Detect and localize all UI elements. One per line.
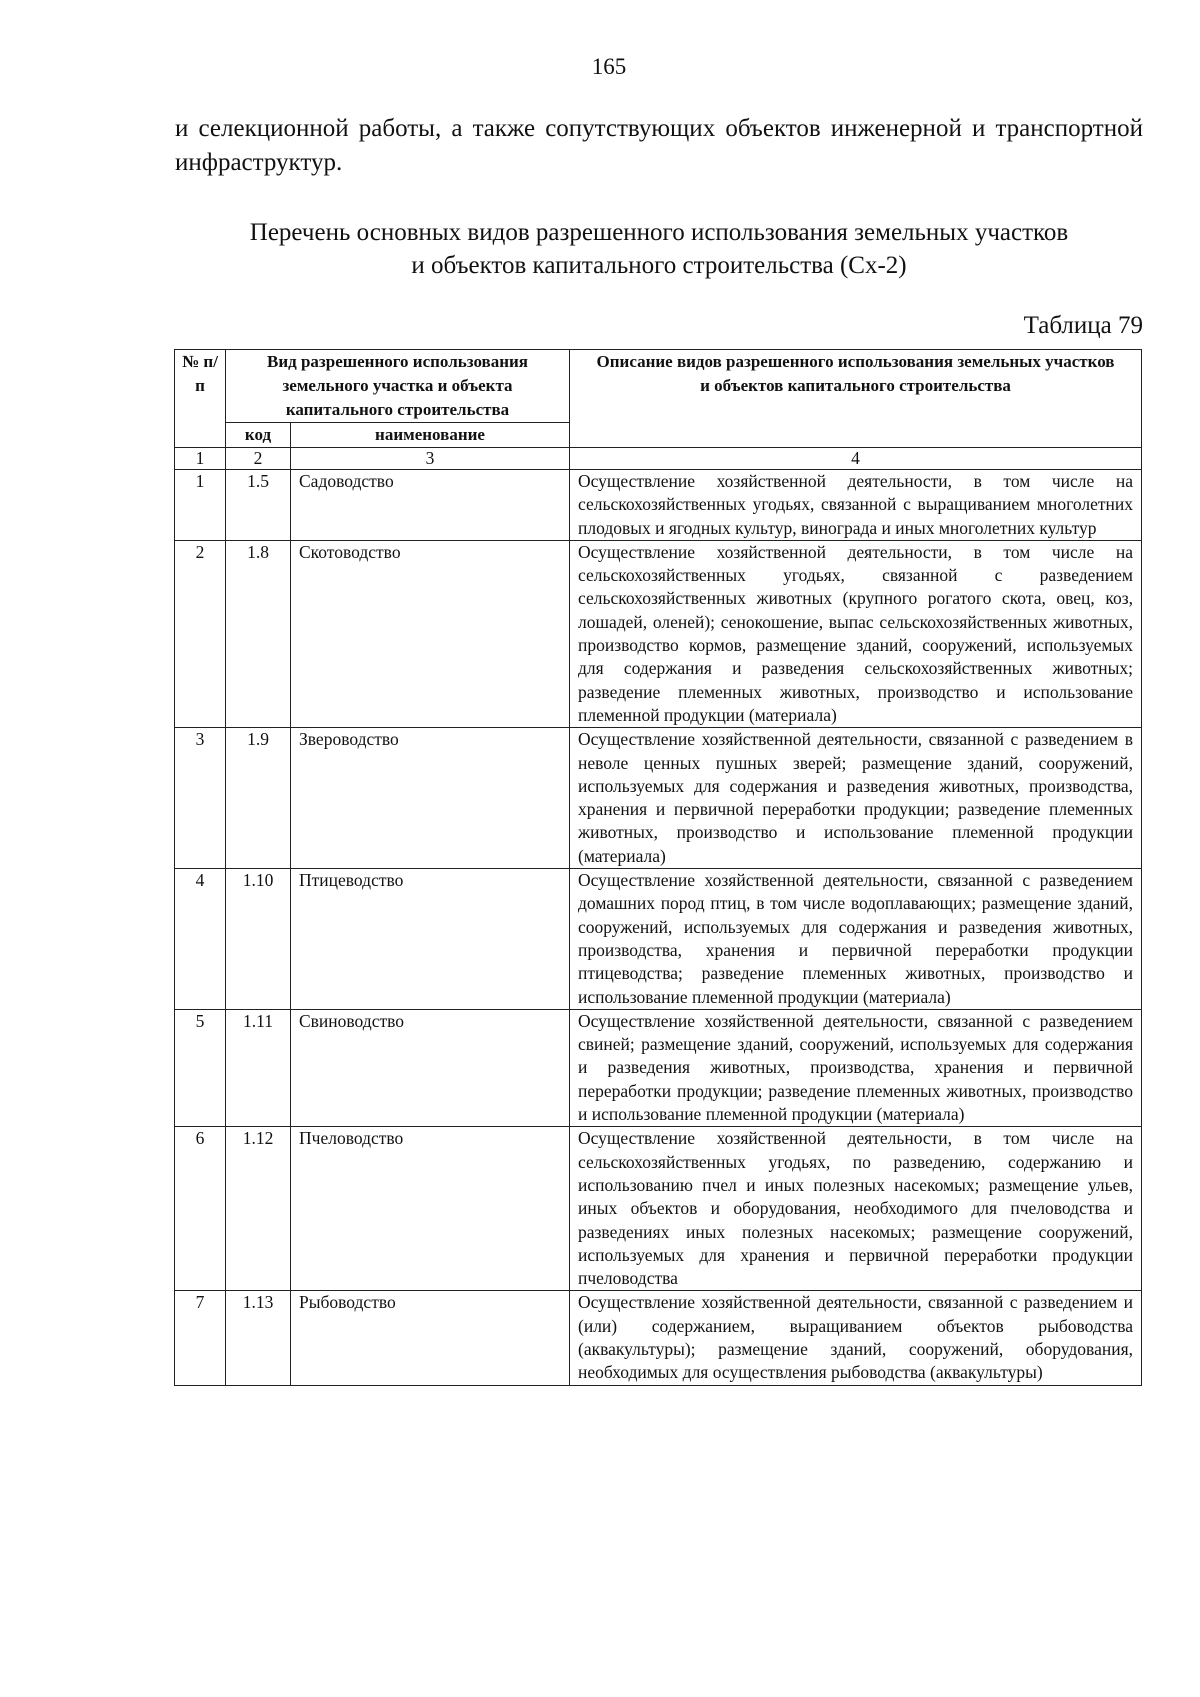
row-code: 1.5 — [226, 470, 291, 541]
table-row — [175, 728, 1142, 869]
row-number: 7 — [175, 1291, 226, 1385]
row-name: Пчеловодство — [291, 1127, 570, 1291]
row-code: 1.11 — [226, 1009, 291, 1126]
col-number: 3 — [291, 448, 570, 470]
table-row — [175, 869, 1142, 1010]
row-name: Звероводство — [291, 728, 570, 869]
land-use-table — [174, 349, 1142, 1386]
table-row — [175, 1127, 1142, 1291]
title-line-2: и объектов капитального строительства (Сх-2) — [411, 252, 907, 279]
header-name: наименование — [291, 423, 570, 448]
row-number: 1 — [175, 470, 226, 541]
row-description: Осуществление хозяйственной деятельности, связанной с разведением свиней; размещение зданий, сооружений, используемых для содержания и разведения животных, производства, хранения и первичной переработки продукции; разведение племенных животных, производство и использование племенной продукции (материала) — [570, 1009, 1142, 1126]
header-code: код — [226, 423, 291, 448]
table-label: Таблица 79 — [1023, 312, 1143, 339]
header-group: Вид разрешенного использования земельного участка и объекта капитального строительства — [226, 350, 570, 423]
table-row — [175, 1291, 1142, 1385]
table-row — [175, 470, 1142, 541]
col-number: 2 — [226, 448, 291, 470]
row-code: 1.10 — [226, 869, 291, 1010]
header-desc: Описание видов разрешенного использования земельных участков и объектов капитального строительства — [570, 350, 1142, 448]
row-code: 1.8 — [226, 540, 291, 727]
row-name: Свиноводство — [291, 1009, 570, 1126]
row-description: Осуществление хозяйственной деятельности, в том числе на сельскохозяйственных угодьях, связанной с выращиванием многолетних плодовых и ягодных культур, винограда и иных многолетних культур — [570, 470, 1142, 541]
row-number: 3 — [175, 728, 226, 869]
page-number: 165 — [591, 54, 627, 79]
row-name: Скотоводство — [291, 540, 570, 727]
row-description: Осуществление хозяйственной деятельности, связанной с разведением в неволе ценных пушных зверей; размещение зданий, сооружений, используемых для содержания и разведения животных, производства, хранения и первичной переработки продукции; разведение племенных животных, производство и использование племенной продукции (материала) — [570, 728, 1142, 869]
table-row — [175, 1009, 1142, 1126]
row-description: Осуществление хозяйственной деятельности, в том числе на сельскохозяйственных угодьях, по разведению, содержанию и использованию пчел и иных полезных насекомых; размещение ульев, иных объектов и оборудования, необходимого для пчеловодства и разведениях иных полезных насекомых; размещение сооружений, используемых для хранения и первичной переработки продукции пчеловодства — [570, 1127, 1142, 1291]
col-number: 4 — [570, 448, 1142, 470]
header-num: № п/п — [175, 350, 226, 448]
col-number: 1 — [175, 448, 226, 470]
column-numbers-row — [175, 448, 1142, 470]
row-number: 2 — [175, 540, 226, 727]
row-description: Осуществление хозяйственной деятельности, в том числе на сельскохозяйственных угодьях, связанной с разведением сельскохозяйственных животных (крупного рогатого скота, овец, коз, лошадей, оленей); сенокошение, выпас сельскохозяйственных животных, производство кормов, размещение зданий, сооружений, используемых для содержания и разведения сельскохозяйственных животных; разведение племенных животных, производство и использование племенной продукции (материала) — [570, 540, 1142, 727]
row-code: 1.9 — [226, 728, 291, 869]
row-number: 5 — [175, 1009, 226, 1126]
row-code: 1.13 — [226, 1291, 291, 1385]
row-name: Птицеводство — [291, 869, 570, 1010]
row-number: 4 — [175, 869, 226, 1010]
row-description: Осуществление хозяйственной деятельности, связанной с разведением и (или) содержанием, выращиванием объектов рыбоводства (аквакультуры); размещение зданий, сооружений, оборудования, необходимых для осуществления рыбоводства (аквакультуры) — [570, 1291, 1142, 1385]
table-row — [175, 540, 1142, 727]
row-code: 1.12 — [226, 1127, 291, 1291]
row-number: 6 — [175, 1127, 226, 1291]
row-name: Рыбоводство — [291, 1291, 570, 1385]
intro-paragraph: и селекционной работы, а также сопутствующих объектов инженерной и транспортной инфраструктур. — [175, 115, 1143, 176]
row-name: Садоводство — [291, 470, 570, 541]
title-line-1: Перечень основных видов разрешенного использования земельных участков — [249, 219, 1069, 246]
section-title — [175, 216, 1143, 282]
row-description: Осуществление хозяйственной деятельности, связанной с разведением домашних пород птиц, в том числе водоплавающих; размещение зданий, сооружений, используемых для содержания и разведения животных, производства, хранения и первичной переработки продукции птицеводства; разведение племенных животных, производство и использование племенной продукции (материала) — [570, 869, 1142, 1010]
